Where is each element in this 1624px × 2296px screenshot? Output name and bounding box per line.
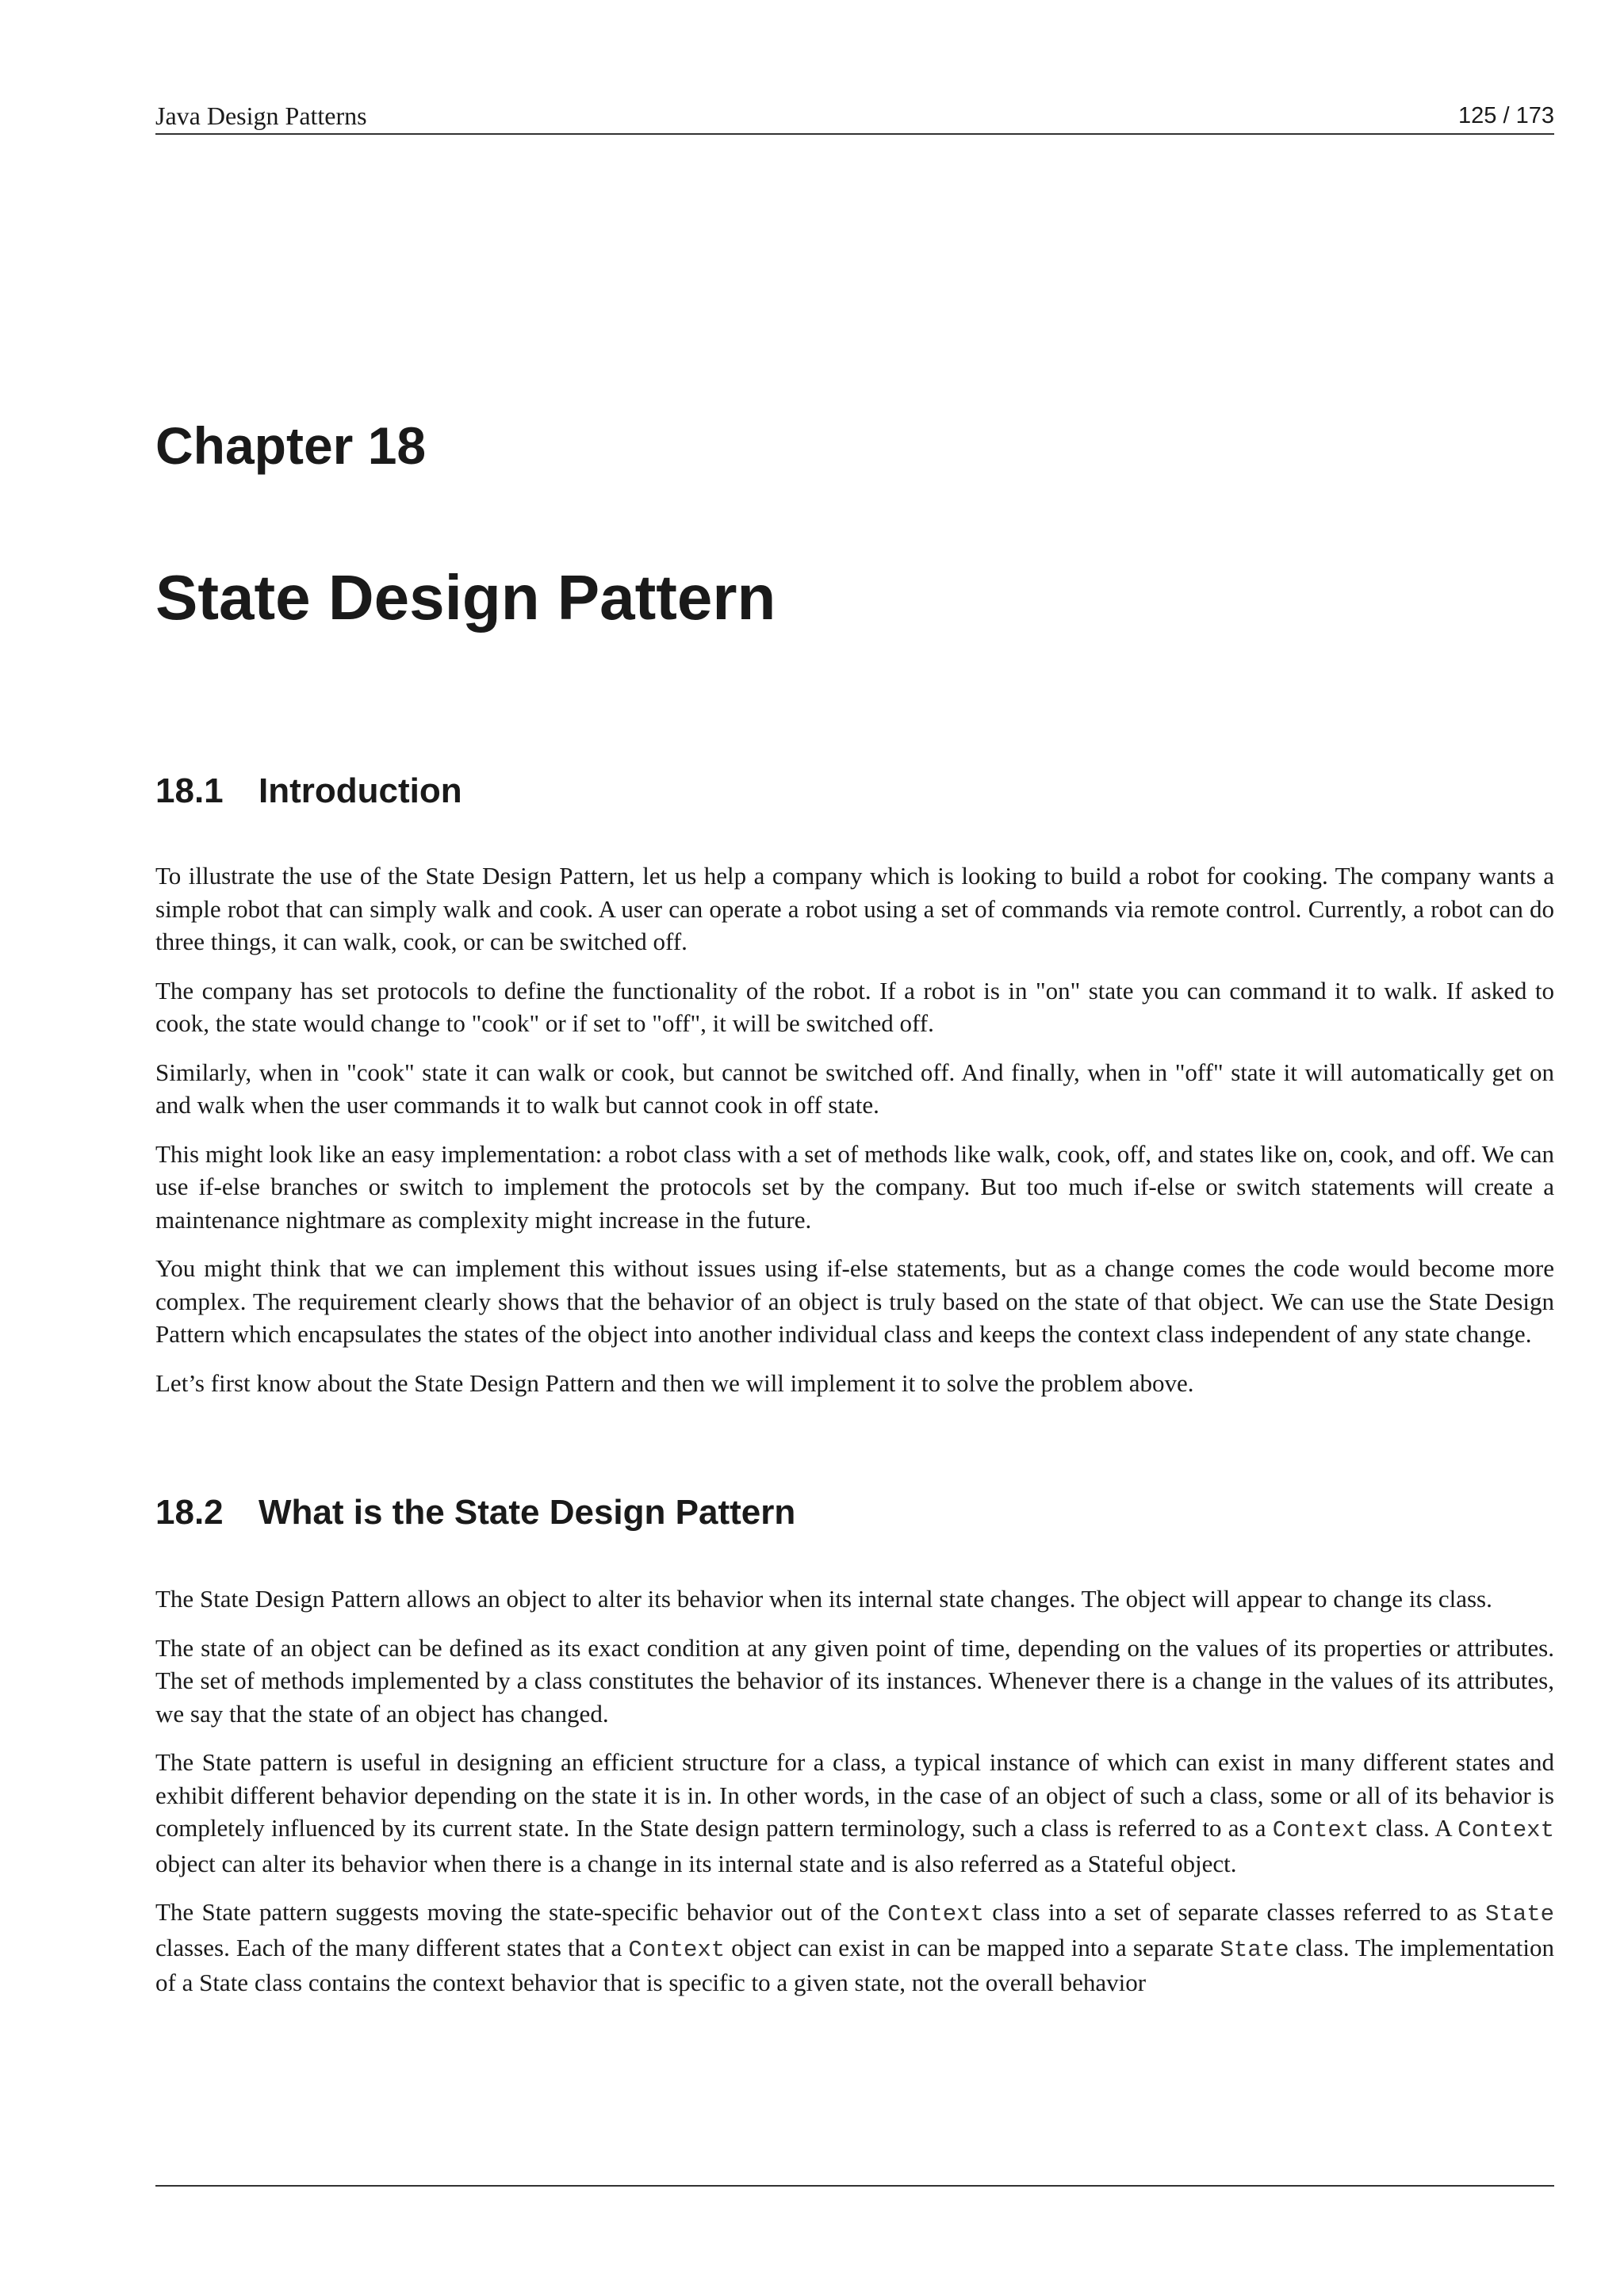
running-header: [155, 98, 1554, 135]
section-title: What is the State Design Pattern: [259, 1493, 796, 1532]
section-number: 18.1: [155, 771, 224, 810]
paragraph: [155, 1746, 1554, 1880]
code-state: State: [1220, 1936, 1289, 1963]
what-is-body: [155, 1582, 1554, 2015]
chapter-label: Chapter 18: [155, 416, 427, 475]
text-run: classes. Each of the many different states that a: [155, 1933, 629, 1961]
paragraph: To illustrate the use of the State Design Pattern, let us help a company which is looking to build a robot for cooking. The company wants a simple robot that can simply walk and cook. A user can operate a robot using a set of commands via remote control. Currently, a robot can do three things, it can walk, cook, or can be switched off.: [155, 862, 1554, 955]
page-number: 125 / 173: [1458, 103, 1554, 128]
text-run: object can exist in can be mapped into a separate: [725, 1933, 1220, 1961]
text-run: class into a set of separate classes referred to as: [983, 1898, 1485, 1926]
text-run: class. The implementation of a State class contains the context behavior that is specific to a given state, not the overall behavior: [155, 1933, 1554, 1996]
paragraph: You might think that we can implement this without issues using if-else statements, but as a change comes the code would become more complex. The requirement clearly shows that the behavior of an object is truly based on the state of that object. We can use the State Design Pattern which encapsulates the states of the object into another individual class and keeps the context class independent of any state change.: [155, 1254, 1554, 1348]
text-run: class. A: [1369, 1814, 1458, 1842]
section-heading-introduction: [155, 769, 462, 813]
paragraph: Let’s first know about the State Design Pattern and then we will implement it to solve the problem above.: [155, 1368, 1194, 1397]
section-heading-what-is-state-pattern: [155, 1490, 795, 1535]
code-context: Context: [1272, 1817, 1369, 1843]
footer-rule: [155, 2185, 1554, 2187]
introduction-body: [155, 859, 1554, 1415]
paragraph: The company has set protocols to define the functionality of the robot. If a robot is in "on" state you can command it to walk. If asked to cook, the state would change to "cook" or if set to "off", it will be switched off.: [155, 976, 1554, 1037]
paragraph: The state of an object can be defined as its exact condition at any given point of time, depending on the values of its properties or attributes. The set of methods implemented by a class constitutes the behavior of its instances. Whenever there is a change in the values of its attributes, we say that the state of an object has changed.: [155, 1633, 1554, 1728]
section-number: 18.2: [155, 1493, 224, 1532]
code-context: Context: [1457, 1817, 1554, 1843]
chapter-title: State Design Pattern: [155, 562, 776, 633]
code-context: Context: [887, 1901, 984, 1927]
paragraph: [155, 1896, 1554, 1999]
paragraph: Similarly, when in "cook" state it can walk or cook, but cannot be switched off. And finally, when in "off" state it will automatically get on and walk when the user commands it to walk but cannot cook in off state.: [155, 1058, 1554, 1119]
text-run: object can alter its behavior when there is a change in its internal state and is also referred as a Stateful object.: [155, 1849, 1237, 1877]
paragraph: This might look like an easy implementation: a robot class with a set of methods like walk, cook, off, and states like on, cook, and off. We can use if-else branches or switch to implement the protocols set by the company. But too much if-else or switch statements will create a maintenance nightmare as complexity might increase in the future.: [155, 1139, 1554, 1234]
code-state: State: [1484, 1901, 1554, 1927]
text-run: The State pattern suggests moving the state-specific behavior out of the: [155, 1898, 888, 1926]
text-run: The State pattern is useful in designing an efficient structure for a class, a typical instance of which can exist in many different states and exhibit different behavior depending on the state it is in. In other words, in the case of an object of such a class, some or all of its behavior is completely influenced by its current state. In the State design pattern terminology, such a class is referred to as a: [155, 1748, 1554, 1842]
section-title: Introduction: [259, 771, 462, 810]
code-context: Context: [628, 1936, 726, 1963]
book-title: Java Design Patterns: [155, 101, 367, 130]
paragraph: The State Design Pattern allows an object to alter its behavior when its internal state changes. The object will appear to change its class.: [155, 1585, 1492, 1613]
